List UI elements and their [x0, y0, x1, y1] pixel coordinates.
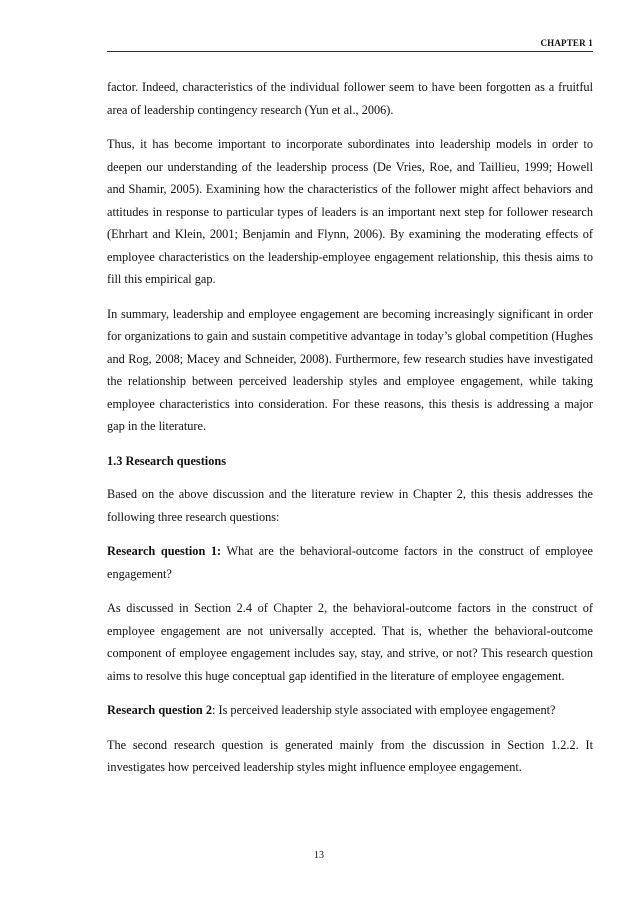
- header-rule: [107, 51, 593, 52]
- research-question-2-label: Research question 2: [107, 703, 212, 717]
- paragraph-summary: In summary, leadership and employee engagement are becoming increasingly significant in order for organizations to gain and sustain competitive advantage in today’s global competition (Hughes and Rog, 2008; Macey and Schneider, 2008). Furthermore, few research studies have investigated the relationship between perceived leadership styles and employee engagement, while taking employee characteristics into consideration. For these reasons, this thesis is addressing a major gap in the literature.: [107, 306, 593, 433]
- page-number: 13: [314, 850, 324, 861]
- research-question-1-text: What are the behavioral-outcome factors in the construct of employee engagement?: [107, 544, 593, 581]
- section-heading-text: 1.3 Research questions: [107, 453, 226, 468]
- paragraph-rq2-discussion: The second research question is generated mainly from the discussion in Section 1.2.2. It investigates how perceived leadership styles might influence employee engagement.: [107, 737, 593, 774]
- paragraph-rq1-discussion: As discussed in Section 2.4 of Chapter 2, the behavioral-outcome factors in the construct of employee engagement are not universally accepted. That is, whether the behavioral-outcome component of employee engagement includes say, stay, and strive, or not? This research question aims to resolve this huge conceptual gap identified in the literature of employee engagement.: [107, 601, 593, 683]
- running-header-chapter: CHAPTER 1: [540, 38, 593, 48]
- paragraph-subordinates: Thus, it has become important to incorporate subordinates into leadership models in order to deepen our understanding of the leadership process (De Vries, Roe, and Taillieu, 1999; Howell and Shamir, 2005). Examining how the characteristics of the follower might affect behaviors and attitudes in response to particular types of leaders is an important next step for follower research (Ehrhart and Klein, 2001; Benjamin and Flynn, 2006). By examining the moderating effects of employee characteristics on the leadership-employee engagement relationship, this thesis aims to fill this empirical gap.: [107, 137, 593, 286]
- paragraph-research-intro: Based on the above discussion and the literature review in Chapter 2, this thesis addresses the following three research questions:: [107, 487, 593, 524]
- research-question-1: [107, 540, 593, 585]
- section-heading: [107, 450, 593, 473]
- paragraph-factor: factor. Indeed, characteristics of the individual follower seem to have been forgotten as a fruitful area of leadership contingency research (Yun et al., 2006).: [107, 80, 593, 117]
- research-question-1-label: Research question 1:: [107, 544, 222, 558]
- page-body: [107, 76, 593, 791]
- research-question-2: [107, 699, 593, 722]
- research-question-2-text: : Is perceived leadership style associated with employee engagement?: [211, 703, 556, 717]
